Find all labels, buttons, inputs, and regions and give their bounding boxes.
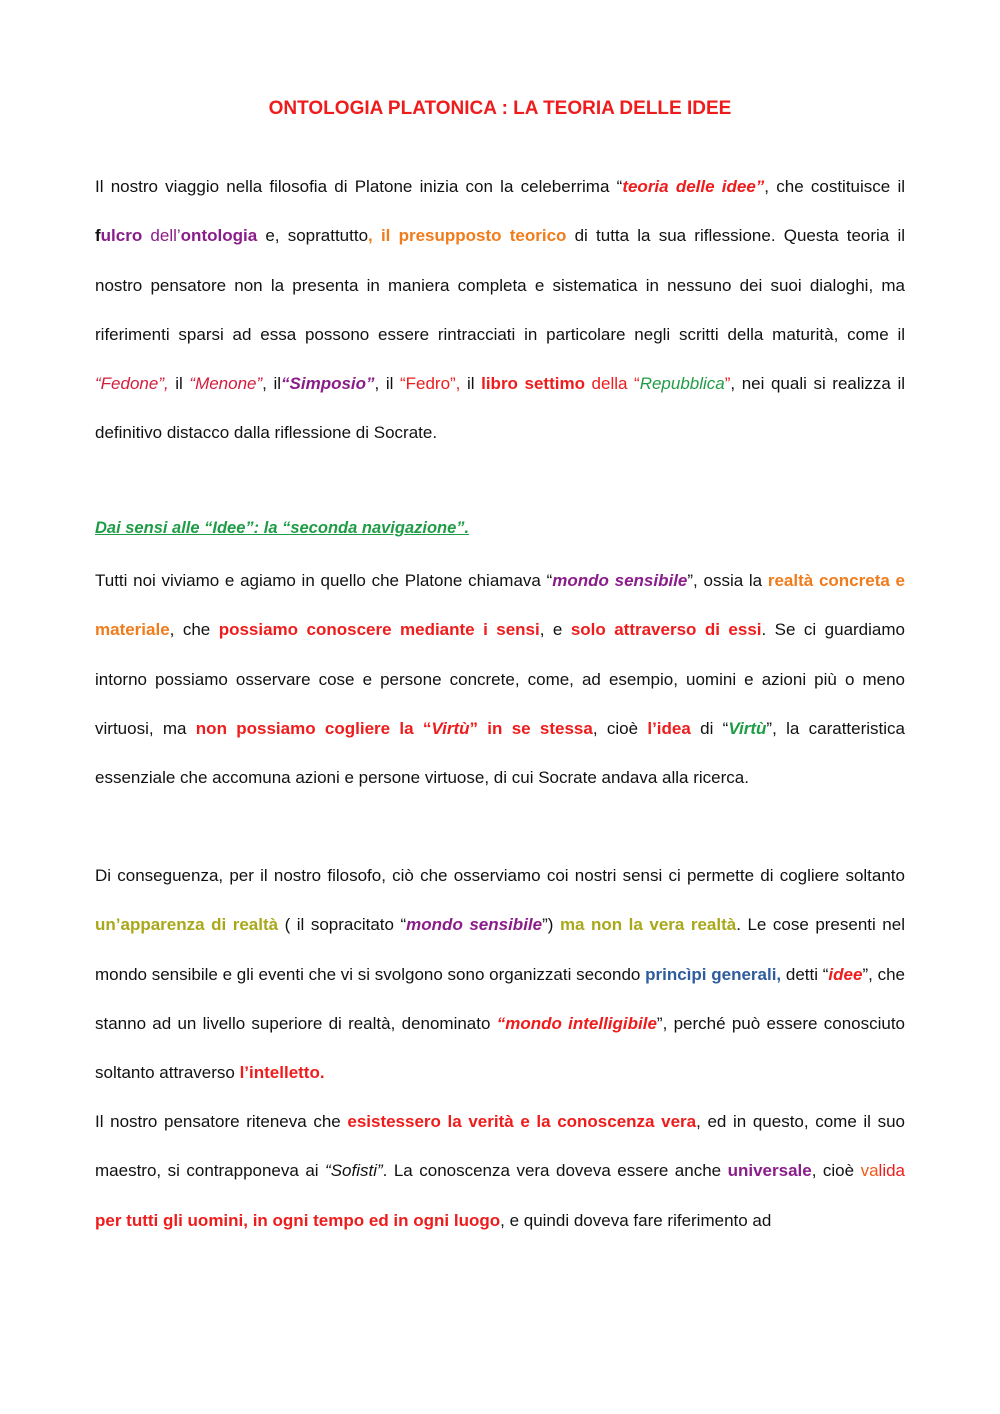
text-segment: non possiamo cogliere la “ — [195, 718, 432, 738]
text-segment: , il presupposto teorico — [368, 226, 567, 246]
text-segment: per tutti gli uomini, in ogni tempo ed in ogni luogo — [95, 1210, 501, 1230]
text-segment: “Simposio” — [281, 374, 375, 394]
text-segment: , ed in questo, come il suo maestro, si contrapponeva ai — [95, 1112, 905, 1181]
text-segment: teoria delle idee” — [622, 177, 765, 196]
text-segment: ( il sopracitato “ — [278, 915, 407, 935]
text-segment: ontologia — [180, 226, 258, 246]
text-segment: princìpi generali, — [645, 964, 782, 984]
text-segment: f — [95, 226, 101, 246]
text-segment: ”) — [542, 915, 560, 935]
text-segment: solo attraverso di essi — [570, 620, 762, 640]
text-segment: possiamo conoscere mediante i sensi — [218, 620, 540, 640]
text-segment: , cioè — [811, 1161, 861, 1181]
text-segment: detti “ — [781, 964, 829, 984]
text-segment: realtà concreta e materiale — [95, 571, 905, 640]
text-segment: , cioè — [592, 718, 648, 738]
text-segment: e, soprattutto — [257, 226, 369, 246]
text-segment: l’idea — [647, 718, 691, 738]
paragraph-sensible-world — [95, 556, 905, 802]
text-segment: ”, perché può essere conosciuto soltanto attraverso — [95, 1013, 906, 1083]
text-segment: Il nostro pensatore riteneva che — [95, 1112, 348, 1131]
text-segment: l’intelletto. — [239, 1063, 325, 1083]
text-segment: il — [175, 374, 190, 394]
text-segment: Il nostro viaggio nella filosofia di Platone inizia con la celeberrima “ — [95, 177, 623, 196]
text-segment: . Se ci guardiamo intorno possiamo osservare cose e persone concrete, come, ad esempio, uomini e azioni più o meno virtuosi, ma — [95, 620, 905, 738]
text-segment: , il — [262, 374, 282, 394]
text-segment: mondo sensibile — [406, 915, 543, 935]
text-segment: , e quindi doveva fare riferimento ad — [500, 1210, 772, 1230]
section-heading: Dai sensi alle “Idee”: la “seconda navigazione”. — [95, 519, 470, 537]
text-segment: , e — [539, 620, 571, 640]
text-segment: . Le cose presenti nel mondo sensibile e gli eventi che vi si svolgono sono organizzati secondo — [95, 915, 905, 984]
text-segment: un’apparenza di realtà — [95, 915, 279, 935]
text-segment: ”, che stanno ad un livello superiore di realtà, denominato — [95, 964, 905, 1033]
text-segment: “Sofisti” — [325, 1161, 383, 1181]
paragraph-true-knowledge — [95, 1097, 905, 1245]
text-segment: lida — [878, 1161, 906, 1181]
text-segment: di tutta la sua riflessione. Questa teoria il nostro pensatore non la presenta in maniera completa e sistematica in nessuno dei suoi dialoghi, ma riferimenti sparsi ad essa possono essere rintracciati in particolare negli scritti della maturità, come il — [95, 226, 906, 344]
text-segment: “Fedone”, — [95, 374, 176, 394]
text-segment: , che — [169, 620, 219, 640]
text-segment: idee — [828, 964, 863, 984]
text-segment: ulcro — [100, 226, 143, 246]
text-segment: , il — [374, 374, 400, 394]
text-segment: universale — [727, 1161, 812, 1181]
text-segment: . La conoscenza vera doveva essere anche — [382, 1161, 728, 1181]
text-segment: libro settimo — [481, 374, 585, 394]
text-segment: “Fedro”, — [399, 374, 467, 394]
text-segment: , che costituisce il — [764, 177, 905, 196]
text-segment: Di conseguenza, per il nostro filosofo, ciò che osserviamo coi nostri sensi ci permette di cogliere soltanto — [95, 866, 905, 885]
text-segment: va — [860, 1161, 879, 1181]
text-segment: “Menone” — [189, 374, 263, 394]
text-segment: ma non la vera realtà — [559, 915, 737, 935]
text-segment: di “ — [690, 718, 729, 738]
text-segment: della “ — [584, 374, 640, 394]
text-segment: esistessero la verità e la conoscenza vera — [347, 1112, 697, 1131]
paragraph-intro — [95, 162, 905, 458]
text-segment: Virtù — [431, 718, 470, 738]
document-title: ONTOLOGIA PLATONICA : LA TEORIA DELLE IDEE — [268, 98, 732, 119]
text-segment: ”, la caratteristica essenziale che accomuna azioni e persone virtuose, di cui Socrate andava alla ricerca. — [95, 718, 906, 788]
text-segment: ”, ossia la — [687, 571, 768, 590]
text-segment: Repubblica — [639, 374, 725, 394]
text-segment: , nei quali si realizza il definitivo distacco dalla riflessione di Socrate. — [95, 374, 905, 443]
paragraph-intelligible-world — [95, 851, 905, 1097]
text-segment: dell’ — [142, 226, 181, 246]
text-segment: il — [466, 374, 482, 394]
text-segment: Tutti noi viviamo e agiamo in quello che Platone chiamava “ — [95, 571, 553, 590]
text-segment: “mondo intelligibile — [496, 1013, 657, 1033]
text-segment: ” in se stessa — [469, 718, 593, 738]
text-segment: ” — [724, 374, 731, 394]
text-segment: Virtù — [728, 718, 767, 738]
text-segment: mondo sensibile — [552, 571, 688, 590]
